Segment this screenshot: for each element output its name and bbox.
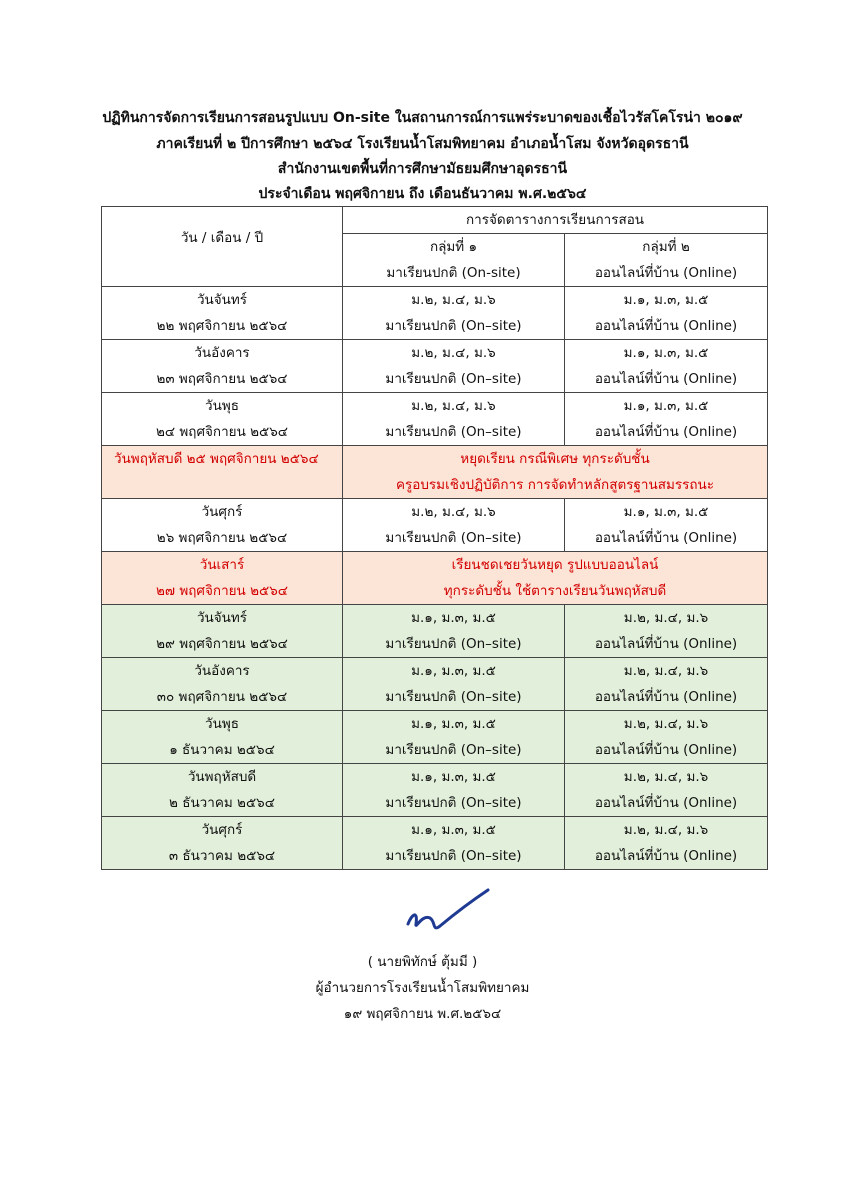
class-list: ม.๒, ม.๔, ม.๖	[411, 398, 496, 414]
mode-label: ออนไลน์ที่บ้าน (Online)	[594, 424, 738, 440]
doc-title-line4: ประจำเดือน พฤศจิกายน ถึง เดือนธันวาคม พ.ศ.๒๕๖๔	[258, 186, 587, 202]
date-label: ๓ ธันวาคม ๒๕๖๔	[168, 848, 276, 864]
date-cell	[102, 499, 343, 552]
mode-label: มาเรียนปกติ (On–site)	[385, 689, 522, 705]
group2-subtitle: ออนไลน์ที่บ้าน (Online)	[594, 265, 738, 281]
handwritten-signature	[400, 884, 500, 944]
mode-label: ออนไลน์ที่บ้าน (Online)	[594, 795, 738, 811]
doc-title-line3: สำนักงานเขตพื้นที่การศึกษามัธยมศึกษาอุดรธานี	[277, 161, 568, 177]
makeup-note-cell	[343, 552, 768, 605]
date-label: ๑ ธันวาคม ๒๕๖๔	[169, 742, 275, 758]
date-cell	[102, 287, 343, 340]
class-list: ม.๒, ม.๔, ม.๖	[411, 345, 496, 361]
table-row	[102, 817, 768, 870]
note-line-2: ครูอบรมเชิงปฏิบัติการ การจัดทำหลักสูตรฐานสมรรถนะ	[395, 477, 715, 493]
table-row	[102, 393, 768, 446]
group1-cell	[343, 764, 565, 817]
mode-label: มาเรียนปกติ (On–site)	[385, 371, 522, 387]
signature-date: ๑๙ พฤศจิกายน พ.ศ.๒๕๖๔	[343, 1006, 502, 1022]
day-label: วันเสาร์	[199, 557, 245, 573]
group2-cell	[565, 605, 768, 658]
mode-label: ออนไลน์ที่บ้าน (Online)	[594, 848, 738, 864]
schedule-table	[101, 206, 768, 870]
special-date-label: วันพฤหัสบดี ๒๕ พฤศจิกายน ๒๕๖๔	[114, 451, 319, 467]
date-label: ๒๔ พฤศจิกายน ๒๕๖๔	[155, 424, 289, 440]
group1-cell	[343, 287, 565, 340]
table-row	[102, 287, 768, 340]
date-cell	[102, 817, 343, 870]
mode-label: มาเรียนปกติ (On–site)	[385, 424, 522, 440]
date-label: ๒๙ พฤศจิกายน ๒๕๖๔	[156, 636, 288, 652]
group2-cell	[565, 393, 768, 446]
mode-label: ออนไลน์ที่บ้าน (Online)	[594, 636, 738, 652]
mode-label: มาเรียนปกติ (On–site)	[385, 848, 522, 864]
class-list: ม.๑, ม.๓, ม.๕	[411, 822, 496, 838]
note-line-1: เรียนชดเชยวันหยุด รูปแบบออนไลน์	[451, 557, 659, 573]
group1-cell	[343, 711, 565, 764]
group2-title: กลุ่มที่ ๒	[642, 239, 690, 255]
class-list: ม.๑, ม.๓, ม.๕	[623, 398, 709, 414]
mode-label: มาเรียนปกติ (On–site)	[385, 742, 522, 758]
table-row-makeup	[102, 552, 768, 605]
day-label: วันจันทร์	[196, 610, 248, 626]
col-header-schedule: การจัดตารางการเรียนการสอน	[343, 207, 768, 234]
day-label: วันศุกร์	[201, 822, 243, 838]
day-label: วันอังคาร	[194, 663, 250, 679]
class-list: ม.๑, ม.๓, ม.๕	[411, 716, 496, 732]
class-list: ม.๑, ม.๓, ม.๕	[623, 504, 709, 520]
day-label: วันพุธ	[205, 716, 239, 732]
group1-cell	[343, 817, 565, 870]
mode-label: มาเรียนปกติ (On–site)	[385, 318, 522, 334]
note-line-1: หยุดเรียน กรณีพิเศษ ทุกระดับชั้น	[460, 451, 650, 467]
signer-name: ( นายพิทักษ์ ตุ้มมี )	[367, 954, 478, 970]
table-row	[102, 658, 768, 711]
header-row-1	[102, 207, 768, 234]
group2-cell	[565, 658, 768, 711]
class-list: ม.๑, ม.๓, ม.๕	[411, 610, 496, 626]
mode-label: ออนไลน์ที่บ้าน (Online)	[594, 689, 738, 705]
group2-cell	[565, 499, 768, 552]
mode-label: มาเรียนปกติ (On–site)	[385, 795, 522, 811]
group2-cell	[565, 764, 768, 817]
table-row	[102, 764, 768, 817]
group2-cell	[565, 340, 768, 393]
date-label: ๒๒ พฤศจิกายน ๒๕๖๔	[156, 318, 288, 334]
table-row	[102, 605, 768, 658]
group2-cell	[565, 817, 768, 870]
group1-subtitle: มาเรียนปกติ (On-site)	[386, 265, 521, 281]
mode-label: ออนไลน์ที่บ้าน (Online)	[594, 530, 738, 546]
group1-cell	[343, 658, 565, 711]
date-cell	[102, 605, 343, 658]
date-cell	[102, 393, 343, 446]
class-list: ม.๒, ม.๔, ม.๖	[623, 769, 709, 785]
holiday-note-cell	[343, 446, 768, 499]
date-label: ๒๖ พฤศจิกายน ๒๕๖๔	[156, 530, 288, 546]
col-header-group2	[565, 234, 768, 287]
class-list: ม.๒, ม.๔, ม.๖	[623, 663, 709, 679]
class-list: ม.๒, ม.๔, ม.๖	[623, 822, 709, 838]
group1-cell	[343, 499, 565, 552]
class-list: ม.๒, ม.๔, ม.๖	[623, 716, 709, 732]
table-row	[102, 499, 768, 552]
date-cell	[102, 764, 343, 817]
class-list: ม.๑, ม.๓, ม.๕	[411, 769, 496, 785]
doc-title-line1: ปฏิทินการจัดการเรียนการสอนรูปแบบ On-site ในสถานการณ์การแพร่ระบาดของเชื้อไวรัสโคโรน่า ๒๐๑๙	[102, 110, 743, 126]
col-header-group1	[343, 234, 565, 287]
date-label: ๒๗ พฤศจิกายน ๒๕๖๔	[156, 583, 288, 599]
table-row	[102, 711, 768, 764]
mode-label: มาเรียนปกติ (On–site)	[385, 636, 522, 652]
group1-cell	[343, 605, 565, 658]
day-label: วันจันทร์	[196, 292, 248, 308]
class-list: ม.๑, ม.๓, ม.๕	[411, 663, 496, 679]
mode-label: มาเรียนปกติ (On–site)	[385, 530, 522, 546]
table-row	[102, 340, 768, 393]
group1-cell	[343, 340, 565, 393]
group2-cell	[565, 711, 768, 764]
mode-label: ออนไลน์ที่บ้าน (Online)	[594, 318, 738, 334]
day-label: วันศุกร์	[201, 504, 243, 520]
table-row-holiday	[102, 446, 768, 499]
day-label: วันอังคาร	[194, 345, 250, 361]
note-line-2: ทุกระดับชั้น ใช้ตารางเรียนวันพฤหัสบดี	[443, 583, 667, 599]
date-cell	[102, 711, 343, 764]
class-list: ม.๒, ม.๔, ม.๖	[411, 504, 496, 520]
group2-cell	[565, 287, 768, 340]
date-cell	[102, 446, 343, 499]
col-header-date: วัน / เดือน / ปี	[102, 207, 343, 287]
class-list: ม.๒, ม.๔, ม.๖	[623, 610, 709, 626]
date-cell	[102, 340, 343, 393]
date-label: ๒ ธันวาคม ๒๕๖๔	[169, 795, 275, 811]
date-cell	[102, 658, 343, 711]
group1-title: กลุ่มที่ ๑	[429, 239, 478, 255]
mode-label: ออนไลน์ที่บ้าน (Online)	[594, 371, 738, 387]
day-label: วันพฤหัสบดี	[187, 769, 257, 785]
doc-title-line2: ภาคเรียนที่ ๒ ปีการศึกษา ๒๕๖๔ โรงเรียนน้ำโสมพิทยาคม อำเภอน้ำโสม จังหวัดอุดรธานี	[156, 136, 689, 152]
date-cell	[102, 552, 343, 605]
signer-position: ผู้อำนวยการโรงเรียนน้ำโสมพิทยาคม	[315, 980, 530, 996]
mode-label: ออนไลน์ที่บ้าน (Online)	[594, 742, 738, 758]
day-label: วันพุธ	[205, 398, 239, 414]
class-list: ม.๒, ม.๔, ม.๖	[411, 292, 496, 308]
date-label: ๒๓ พฤศจิกายน ๒๕๖๔	[156, 371, 288, 387]
date-label: ๓๐ พฤศจิกายน ๒๕๖๔	[156, 689, 288, 705]
class-list: ม.๑, ม.๓, ม.๕	[623, 345, 709, 361]
class-list: ม.๑, ม.๓, ม.๕	[623, 292, 709, 308]
group1-cell	[343, 393, 565, 446]
